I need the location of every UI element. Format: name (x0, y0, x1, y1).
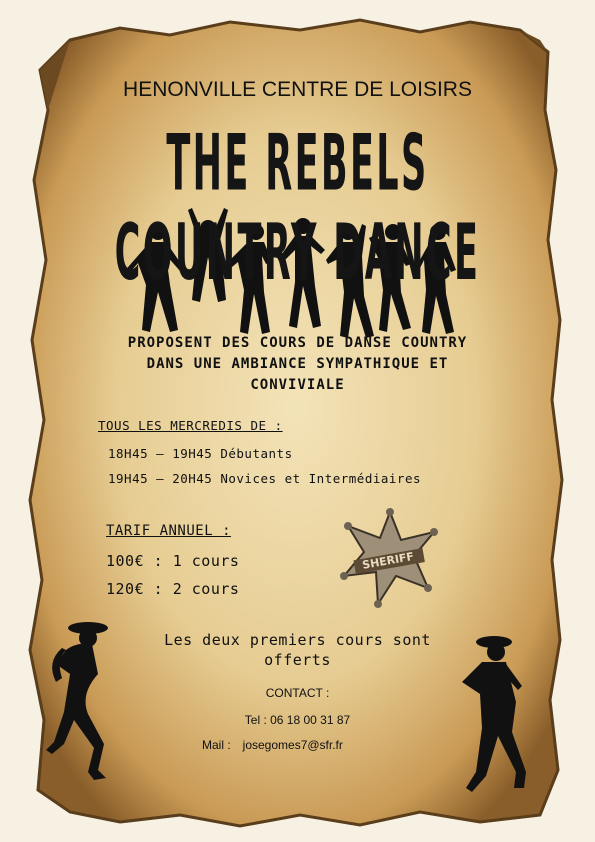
contact-heading: CONTACT : (265, 686, 330, 700)
contact-mail (202, 738, 355, 752)
contact-phone: Tel : 06 18 00 31 87 (244, 713, 351, 727)
title-container (0, 118, 595, 298)
intro-line-1-a: PROPOSENT DES (127, 335, 260, 351)
intro-line-1 (0, 333, 595, 354)
mail-label: Mail : (202, 738, 231, 752)
offer-line-1: Les deux premiers cours sont (164, 631, 431, 649)
poster-title: THE REBELS COUNTRY DANCE (114, 118, 481, 298)
free-lessons-offer (0, 630, 595, 670)
mail-address[interactable]: josegomes7@sfr.fr (242, 738, 343, 752)
intro-text (0, 333, 595, 396)
intro-line-2: DANS UNE AMBIANCE SYMPATHIQUE ET (146, 356, 449, 372)
offer-line-2: offerts (264, 651, 331, 669)
schedule-heading: TOUS LES MERCREDIS DE : (98, 418, 283, 433)
intro-line-3: CONVIVIALE (250, 377, 345, 393)
svg-text:SHERIFF: SHERIFF (361, 549, 415, 572)
tarif-heading: TARIF ANNUEL : (106, 523, 232, 539)
organizer-heading: HENONVILLE CENTRE DE LOISIRS (123, 78, 472, 101)
tarif-price: 120€ : 2 cours (106, 580, 240, 598)
schedule-slot: 19H45 – 20H45 Novices et Intermédiaires (108, 471, 421, 486)
intro-line-1-c: COUNTRY (391, 335, 468, 351)
intro-line-1-emphasis: COURS DE DANSE (259, 335, 392, 351)
schedule-slot: 18H45 – 19H45 Débutants (108, 446, 293, 461)
tarif-price: 100€ : 1 cours (106, 552, 240, 570)
